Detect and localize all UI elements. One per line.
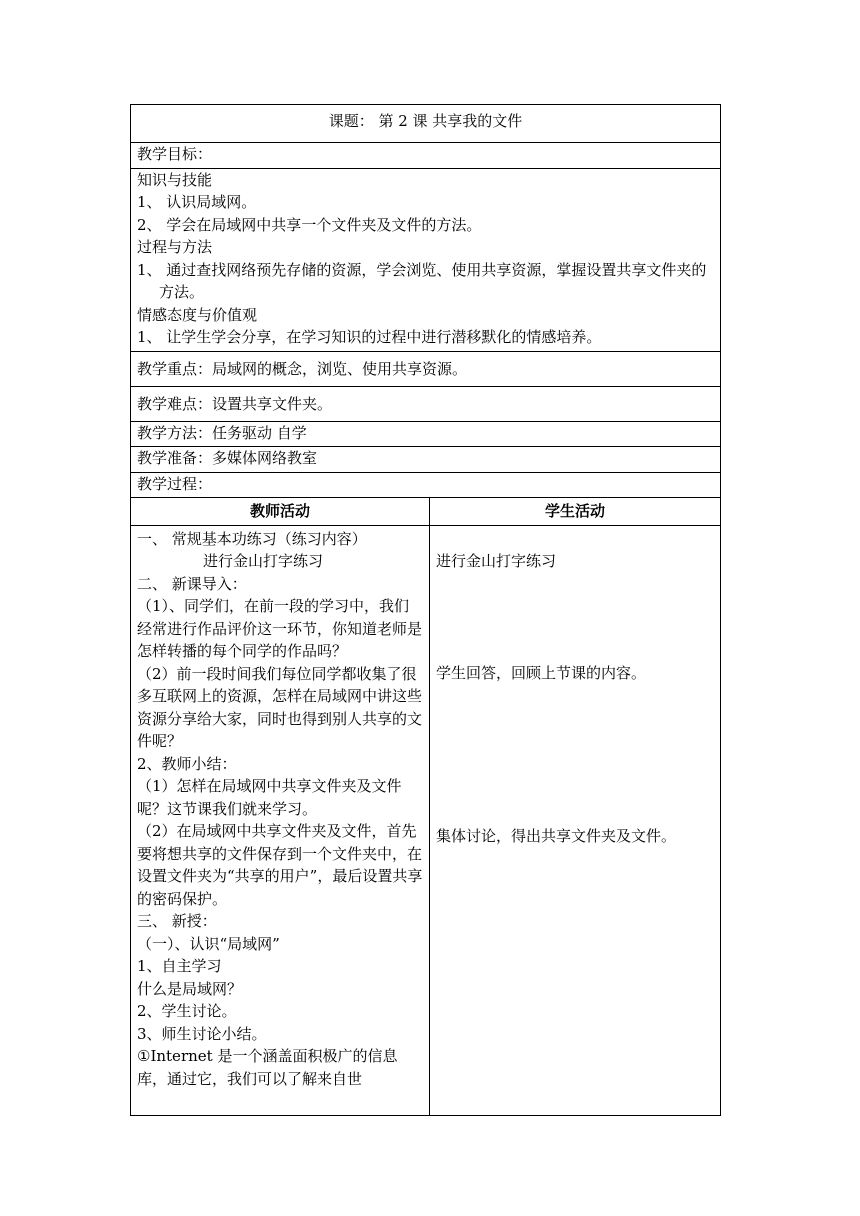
- knowledge-item: 1、 认识局域网。: [137, 193, 257, 211]
- objectives-cell: [131, 168, 721, 351]
- teacher-line: 3、师生讨论小结。: [137, 1024, 267, 1043]
- teacher-line: 1、自主学习: [137, 957, 222, 975]
- process-heading: 过程与方法: [137, 238, 213, 256]
- teacher-paragraph: （1）怎样在局域网中共享文件夹及文件呢？这节课我们就来学习。: [137, 777, 402, 818]
- process-heading: 教学过程：: [131, 472, 721, 498]
- student-column-header: 学生活动: [430, 498, 721, 526]
- teacher-activity-cell: [131, 525, 430, 1115]
- method: 教学方法：任务驱动 自学: [131, 421, 721, 447]
- preparation: 教学准备：多媒体网络教室: [131, 447, 721, 473]
- student-line: 学生回答，回顾上节课的内容。: [436, 664, 647, 682]
- lesson-plan-table: [130, 104, 721, 1116]
- teacher-line: 一、 常规基本功练习（练习内容）: [137, 529, 367, 548]
- teacher-line: 2、学生讨论。: [137, 1002, 237, 1020]
- teacher-line: 2、教师小结：: [137, 754, 237, 773]
- teacher-line: （一）、认识“局域网”: [137, 934, 280, 953]
- teacher-paragraph: （2）在局域网中共享文件夹及文件，首先要将想共享的文件保存到一个文件夹中，在设置文件夹为“共享的用户”，最后设置共享的密码保护。: [137, 822, 423, 908]
- teacher-line: 二、 新课导入：: [137, 574, 247, 593]
- knowledge-item: 2、 学会在局域网中共享一个文件夹及文件的方法。: [137, 215, 482, 234]
- teacher-column-header: 教师活动: [131, 498, 430, 526]
- teacher-paragraph: ①Internet 是一个涵盖面积极广的信息库，通过它，我们可以了解来自世: [137, 1047, 398, 1088]
- lesson-title: 课题： 第 2 课 共享我的文件: [131, 105, 721, 143]
- student-line: 集体讨论，得出共享文件夹及文件。: [436, 826, 677, 845]
- emotion-heading: 情感态度与价值观: [137, 305, 258, 324]
- student-activity-cell: [430, 525, 721, 1115]
- knowledge-heading: 知识与技能: [137, 170, 213, 189]
- teacher-line: 什么是局域网？: [137, 979, 243, 998]
- teacher-line: 进行金山打字练习: [203, 552, 324, 570]
- student-line: 进行金山打字练习: [436, 551, 557, 570]
- emotion-item: 1、 让学生学会分享，在学习知识的过程中进行潜移默化的情感培养。: [137, 328, 602, 346]
- process-item: 1、 通过查找网络预先存储的资源，学会浏览、使用共享资源，掌握设置共享文件夹的方法。: [137, 260, 707, 301]
- teacher-paragraph: （1）、同学们，在前一段的学习中，我们经常进行作品评价这一环节，你知道老师是怎样转播的每个同学的作品吗？: [137, 597, 423, 660]
- teacher-paragraph: （2）前一段时间我们每位同学都收集了很多互联网上的资源，怎样在局域网中讲这些资源分享给大家，同时也得到别人共享的文件呢？: [137, 664, 423, 750]
- difficulty: 教学难点：设置共享文件夹。: [131, 386, 721, 421]
- key-point: 教学重点：局域网的概念，浏览、使用共享资源。: [131, 351, 721, 386]
- objectives-heading: 教学目标：: [131, 143, 721, 169]
- teacher-line: 三、 新授：: [137, 912, 217, 930]
